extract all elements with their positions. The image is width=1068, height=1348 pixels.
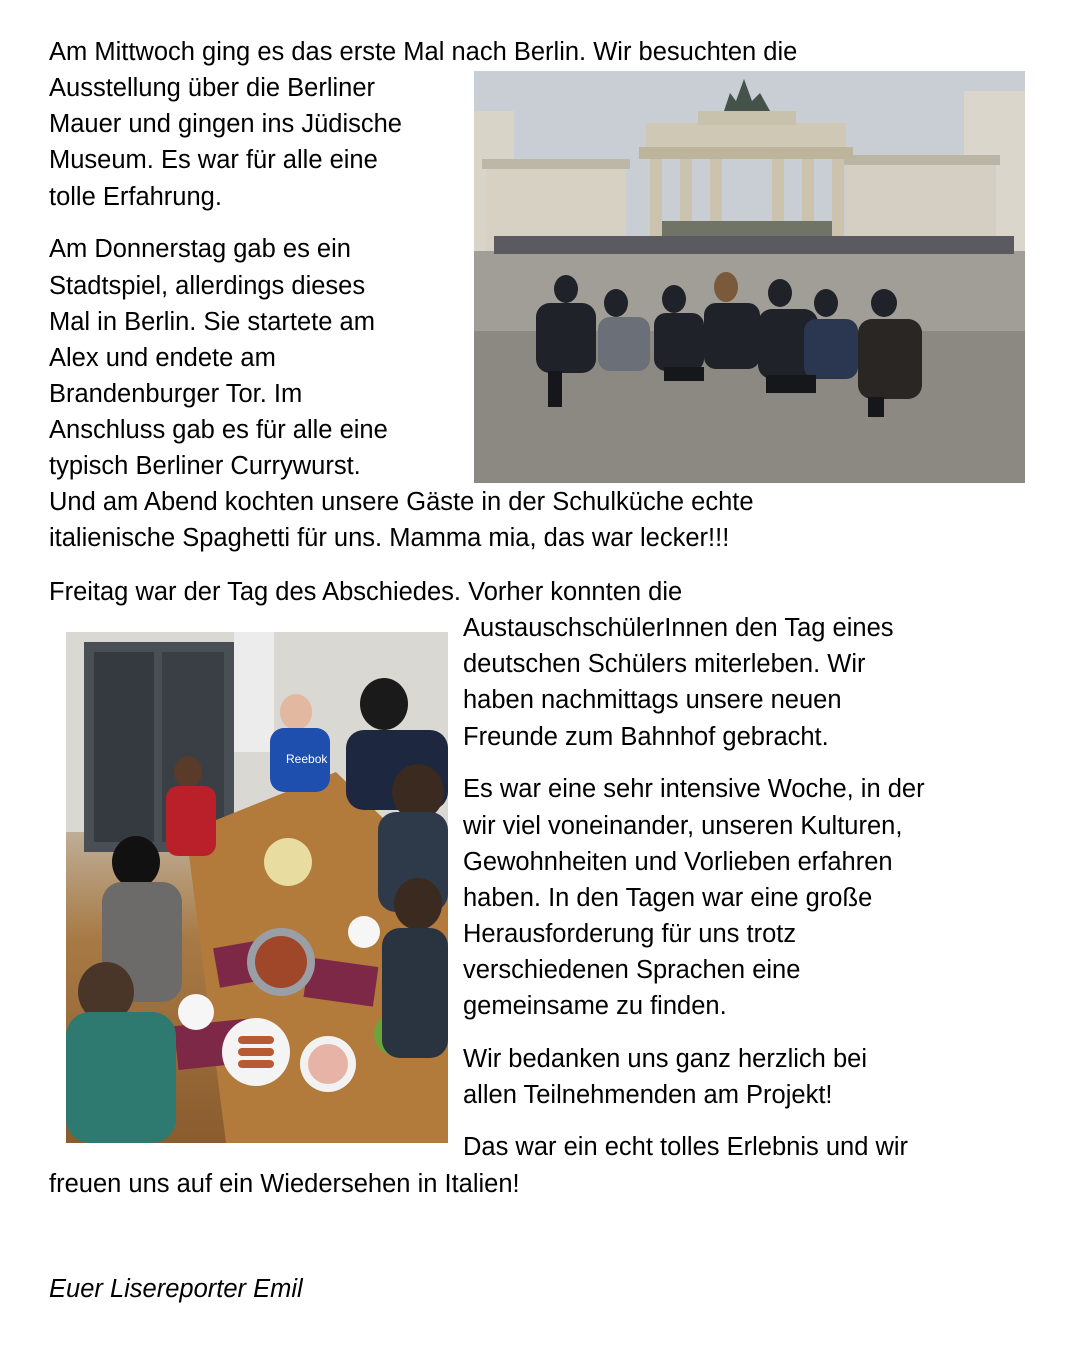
text-line: AustauschschülerInnen den Tag eines [463,614,894,642]
text-line: haben nachmittags unsere neuen [463,686,842,714]
brandenburg-gate-illustration [474,71,1025,483]
text-line: gemeinsame zu finden. [463,992,727,1020]
text-line: Ausstellung über die Berliner [49,74,376,102]
text-line: typisch Berliner Currywurst. [49,452,361,480]
text-line: allen Teilnehmenden am Projekt! [463,1081,833,1109]
text-line: wir viel voneinander, unseren Kulturen, [463,812,903,840]
text-line: Stadtspiel, allerdings dieses [49,272,366,300]
dinner-illustration [66,632,448,1143]
text-line: Und am Abend kochten unsere Gäste in der Schulküche echte [49,488,754,516]
text-line: Freitag war der Tag des Abschiedes. Vorher konnten die [49,578,683,606]
text-line: Gewohnheiten und Vorlieben erfahren [463,848,893,876]
text-line: Das war ein echt tolles Erlebnis und wir [463,1133,909,1161]
signature: Euer Lisereporter Emil [49,1275,303,1303]
text-line: Am Mittwoch ging es das erste Mal nach Berlin. Wir besuchten die [49,38,798,66]
text-line: freuen uns auf ein Wiedersehen in Italien! [49,1170,520,1198]
text-line: Brandenburger Tor. Im [49,380,303,408]
text-line: haben. In den Tagen war eine große [463,884,873,912]
text-line: Herausforderung für uns trotz [463,920,797,948]
dinner-photo [66,632,448,1143]
text-line: italienische Spaghetti für uns. Mamma mia, das war lecker!!! [49,524,730,552]
brandenburg-gate-photo [474,71,1025,483]
text-line: Mal in Berlin. Sie startete am [49,308,375,336]
text-line: verschiedenen Sprachen eine [463,956,801,984]
text-line: Es war eine sehr intensive Woche, in der [463,775,925,803]
text-line: deutschen Schülers miterleben. Wir [463,650,866,678]
text-line: Freunde zum Bahnhof gebracht. [463,723,829,751]
text-line: Wir bedanken uns ganz herzlich bei [463,1045,867,1073]
text-line: Museum. Es war für alle eine [49,146,378,174]
hoodie-logo: Reebok [286,752,328,766]
text-line: tolle Erfahrung. [49,183,222,211]
text-line: Am Donnerstag gab es ein [49,235,351,263]
text-line: Anschluss gab es für alle eine [49,416,388,444]
text-line: Mauer und gingen ins Jüdische [49,110,402,138]
text-line: Alex und endete am [49,344,276,372]
